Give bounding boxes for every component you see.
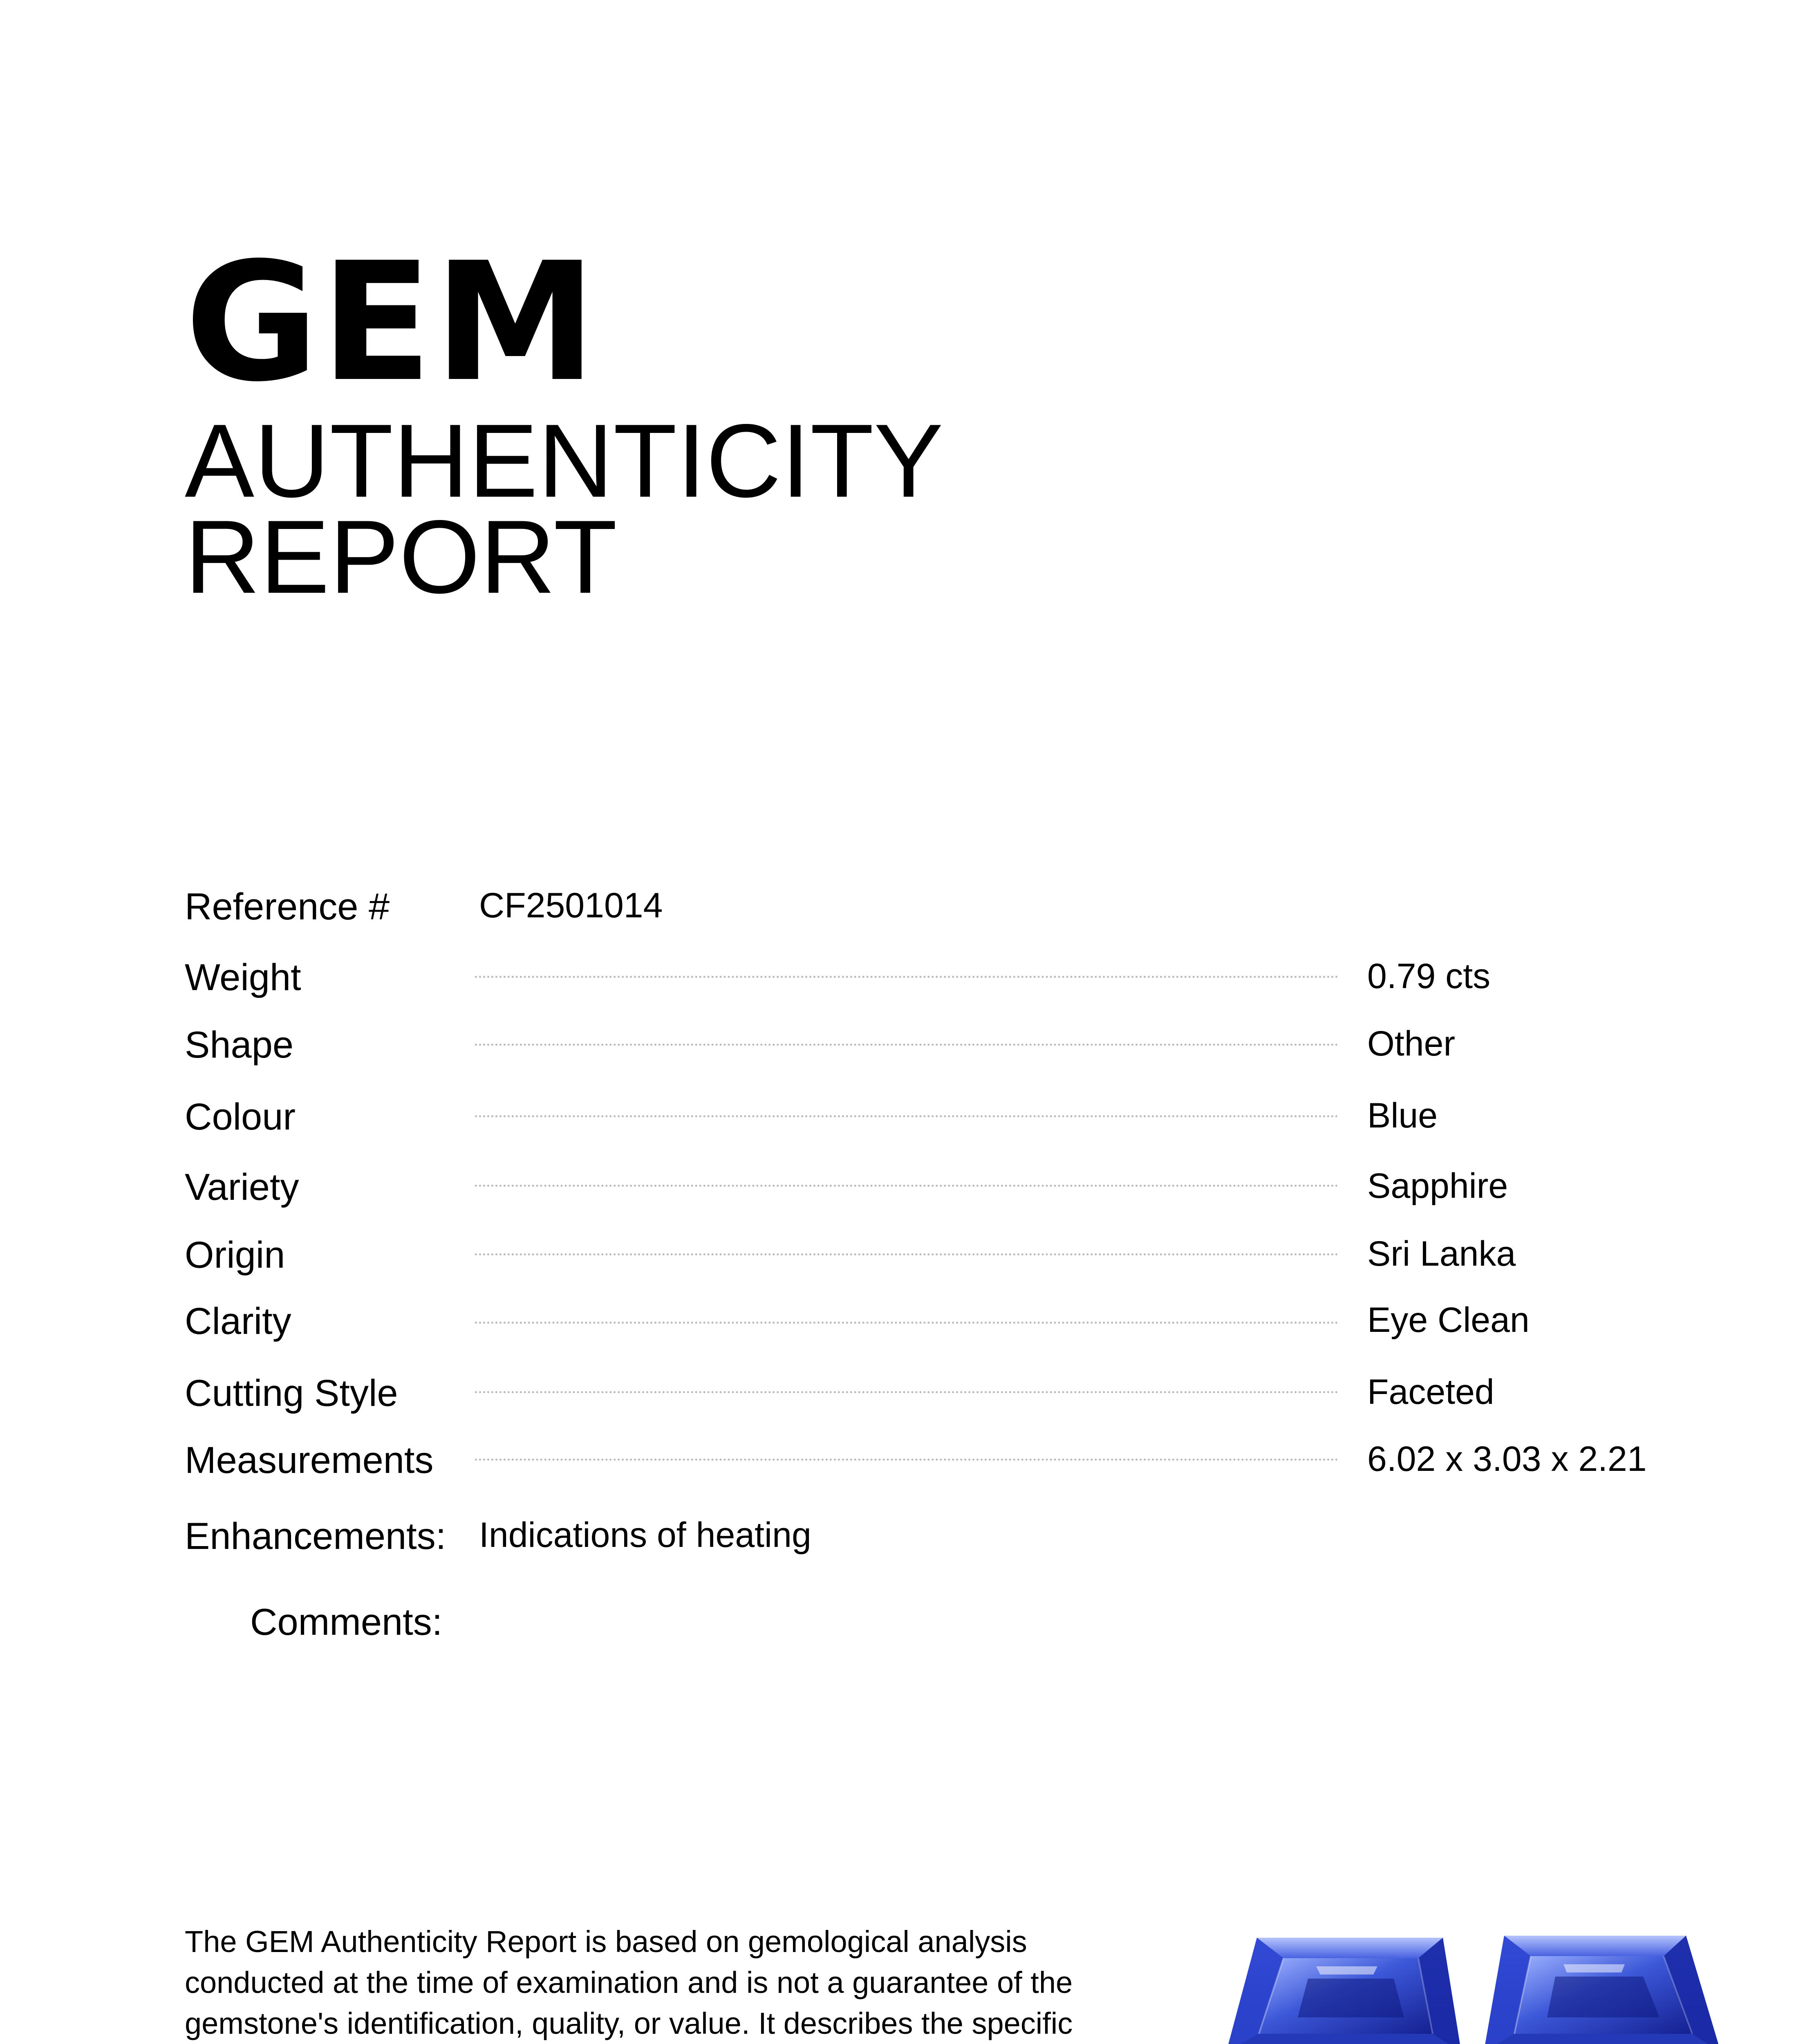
disclaimer-text: The GEM Authenticity Report is based on gemological analysis conducted at the time of examination and is not a guarantee of the gemstone's identification, quality, or value. It describes the specific (185, 1925, 1073, 2040)
spec-value: Faceted (1367, 1372, 1494, 1412)
reference-value: CF2501014 (479, 886, 663, 925)
dotted-leader (475, 1391, 1338, 1393)
dotted-leader (475, 1185, 1338, 1187)
spec-label: Shape (185, 1024, 294, 1066)
comments-label: Comments: (250, 1601, 443, 1643)
spec-value: 0.79 cts (1367, 957, 1491, 996)
dotted-leader (475, 1459, 1338, 1461)
spec-label: Weight (185, 957, 301, 998)
enhancements-label: Enhancements: (185, 1515, 446, 1557)
report-title-line2: REPORT (185, 499, 617, 615)
report-title-line1: AUTHENTICITY (185, 403, 943, 519)
spec-label: Clarity (185, 1300, 291, 1342)
spec-value: Sapphire (1367, 1166, 1508, 1206)
brand-title: GEM (185, 228, 598, 418)
spec-value: Eye Clean (1367, 1300, 1530, 1340)
enhancements-value: Indications of heating (479, 1515, 811, 1555)
spec-value: Other (1367, 1024, 1456, 1063)
spec-label: Colour (185, 1096, 296, 1138)
spec-value: Sri Lanka (1367, 1234, 1516, 1273)
reference-label: Reference # (185, 886, 390, 928)
spec-label: Cutting Style (185, 1372, 398, 1414)
sapphire-image (1222, 1930, 1729, 2044)
spec-label: Variety (185, 1166, 299, 1208)
dotted-leader (475, 1044, 1338, 1046)
dotted-leader (475, 1115, 1338, 1117)
dotted-leader (475, 1322, 1338, 1324)
sapphire-stone-left (1222, 1938, 1461, 2044)
disclaimer (185, 1921, 1125, 2044)
sapphire-stone-right (1474, 1936, 1721, 2044)
dotted-leader (475, 1253, 1338, 1255)
spec-label: Origin (185, 1234, 285, 1276)
dotted-leader (475, 976, 1338, 978)
spec-value: Blue (1367, 1096, 1438, 1135)
spec-label: Measurements (185, 1439, 434, 1481)
spec-value: 6.02 x 3.03 x 2.21 (1367, 1439, 1647, 1479)
